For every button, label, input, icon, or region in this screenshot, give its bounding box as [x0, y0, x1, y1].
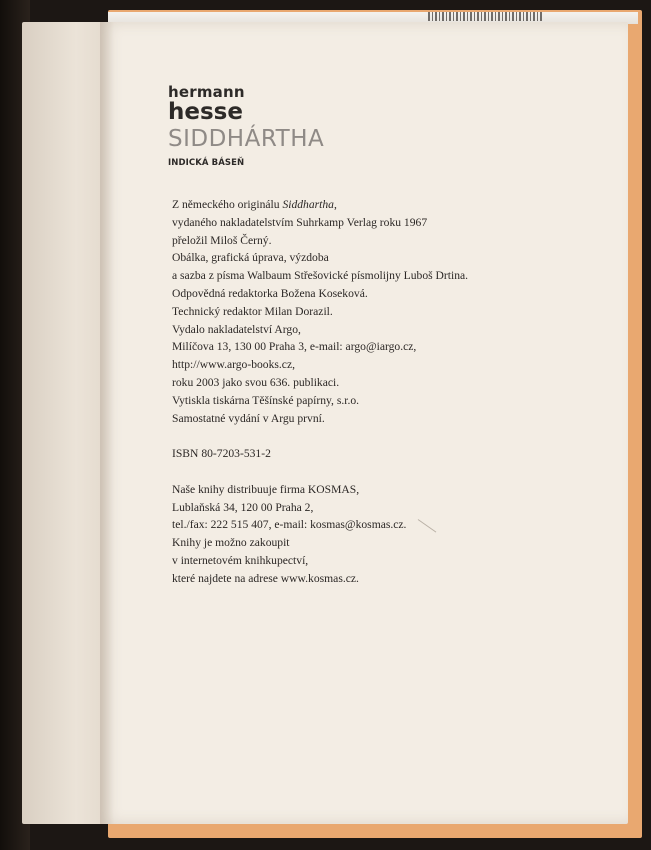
title-block	[168, 84, 324, 168]
barcode-strip	[428, 12, 544, 21]
imprint-line: přeložil Miloš Černý.	[172, 233, 272, 247]
isbn-line: ISBN 80-7203-531-2	[172, 447, 271, 461]
imprint-line: Odpovědná redaktorka Božena Koseková.	[172, 286, 368, 300]
imprint-line: v internetovém knihkupectví,	[172, 553, 309, 567]
imprint-line-original-prefix: Z německého originálu	[172, 198, 283, 211]
imprint-original-title: Siddhartha	[282, 198, 334, 211]
imprint-line: vydaného nakladatelstvím Suhrkamp Verlag roku 1967	[172, 215, 428, 229]
imprint-line: Z německého originálu Siddhartha,	[172, 198, 337, 211]
gutter-shadow	[100, 22, 114, 824]
imprint-line: a sazba z písma Walbaum Střešovické písmolijny Luboš Drtina.	[172, 269, 469, 283]
imprint-line: Samostatné vydání v Argu první.	[172, 411, 325, 425]
imprint-text	[172, 196, 512, 588]
imprint-line: Obálka, grafická úprava, výzdoba	[172, 251, 329, 265]
author-first-name: hermann	[168, 83, 245, 101]
imprint-line: Milíčova 13, 130 00 Praha 3, e-mail: argo@iargo.cz,	[172, 340, 417, 354]
imprint-line: http://www.argo-books.cz,	[172, 358, 296, 372]
author-last-name: hesse	[168, 99, 243, 125]
imprint-line: Knihy je možno zakoupit	[172, 536, 290, 550]
book-title: SIDDHÁRTHA	[168, 126, 325, 152]
imprint-line: Vytiskla tiskárna Těšínské papírny, s.r.o.	[172, 393, 360, 407]
imprint-line: které najdete na adrese www.kosmas.cz.	[172, 571, 359, 585]
imprint-line: Naše knihy distribuuje firma KOSMAS,	[172, 482, 360, 496]
imprint-line: Lublaňská 34, 120 00 Praha 2,	[172, 500, 314, 514]
book-subtitle: INDICKÁ BÁSEŇ	[168, 158, 245, 168]
imprint-line: Vydalo nakladatelství Argo,	[172, 322, 301, 336]
imprint-line: tel./fax: 222 515 407, e-mail: kosmas@kosmas.cz.	[172, 518, 407, 532]
facing-page	[22, 22, 112, 824]
imprint-line: roku 2003 jako svou 636. publikaci.	[172, 375, 340, 389]
imprint-line: Technický redaktor Milan Dorazil.	[172, 304, 333, 318]
